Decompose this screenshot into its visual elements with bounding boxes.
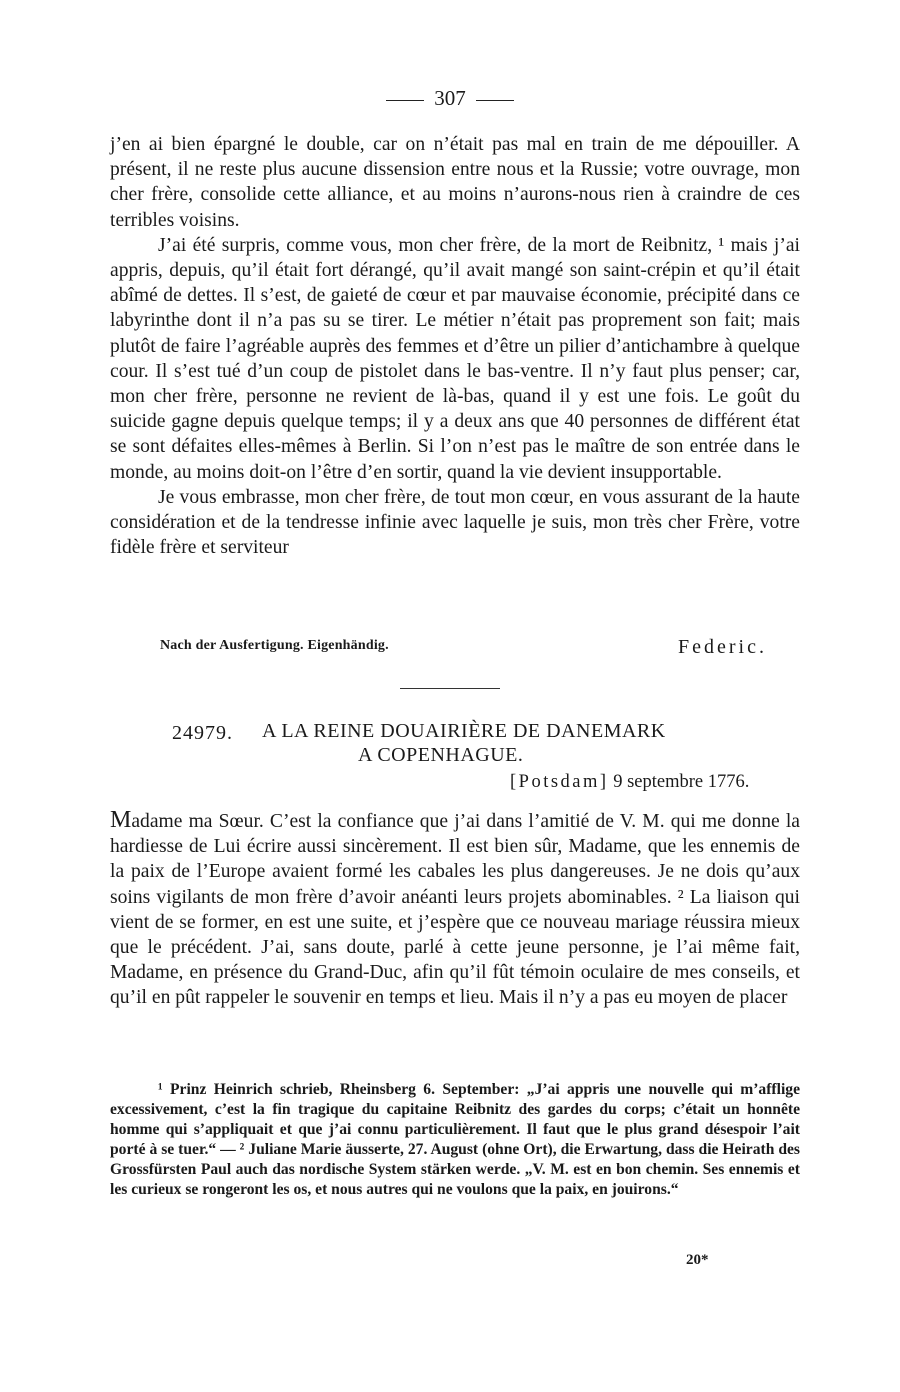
dateline [510,772,749,793]
header-dash-left [386,100,424,101]
footnote-text: ¹ Prinz Heinrich schrieb, Rheinsberg 6. September: „J’ai appris une nouvelle qui m’afflige excessivement, c’est la fin tragique du capitaine Reibnitz des gardes du corps; c’était un honnête homme qui s’appliquait et que j’ai connu particulièrement. Il faut que le plus grand désespoir l’ait porté à se tuer.“ — ² Juliane Marie äusserte, 27. August (ohne Ort), die Erwartung, dass die Heirath des Grossfürsten Paul auch das nordische System stärken werde. „V. M. est en bon chemin. Ses ennemis et les curieux se rongeront les os, et nous autres qui ne voulons que la paix, en jouirons.“ [110,1081,800,1199]
letter-continuation [110,132,800,560]
dateline-date: 9 septembre 1776. [613,772,750,792]
paragraph-1: j’en ai bien épargné le double, car on n’était pas mal en train de me dépouiller. A présent, il ne reste plus aucune dissension entre nous et la Russie; votre ouvrage, mon cher frère, consolide cette alliance, et au moins n’aurons-nous rien à craindre de ces terribles voisins. [110,134,800,231]
page-header [0,86,900,111]
paragraph-2: J’ai été surpris, comme vous, mon cher frère, de la mort de Reibnitz, ¹ mais j’ai appris, depuis, qu’il était fort dérangé, qu’il avait mangé son saint-crépin et qu’il était abîmé de dettes. Il s’est, de gaieté de cœur et par mauvaise économie, précipité dans ce labyrinthe dont il n’a pas su se tirer. Le métier n’était pas proprement son fait; mais plutôt de faire l’agréable auprès des femmes et d’être un pilier d’antichambre à quelque cour. Il s’est tué d’un coup de pistolet dans le bas-ventre. Il n’y faut plus penser; car, mon cher frère, personne ne revient de là-bas, quand il y est une fois. Le goût du suicide gagne depuis quelque temps; il y a deux ans que 40 personnes de différent état se sont défaites elles-mêmes à Berlin. Si l’on n’est pas le maître de son entrée dans le monde, au moins doit-on l’être d’en sortir, quand la vie devient insupportable. [110,234,800,483]
letter-text: adame ma Sœur. C’est la confiance que j’ai dans l’amitié de V. M. qui me donne la hardiesse de Lui écrire aussi sincèrement. Il est bien sûr, Madame, que les ennemis de la paix de l’Europe avaient formé les cabales les plus dangereuses. Je ne dois qu’aux soins vigilants de mon frère d’avoir anéanti leurs projets abominables. ² La liaison qui vient de se former, en est une suite, et j’espère que ce nouveau mariage réussira mieux que le précédent. J’ai, sans doute, parlé à cette jeune personne, je l’ai même fait, Madame, en présence du Grand-Duc, afin qu’il fût témoin oculaire de mes conseils, et qu’il en pût rappeler le souvenir en temps et lieu. Mais il n’y a pas eu moyen de placer [110,811,800,1009]
section-divider [400,688,500,689]
source-note: Nach der Ausfertigung. Eigenhändig. [160,638,389,653]
page-number: 307 [434,86,466,110]
letter-number: 24979. [172,722,233,744]
footnotes [110,1080,800,1201]
signature: Federic. [678,636,767,658]
letter-title-line1: A LA REINE DOUAIRIÈRE DE DANEMARK [262,720,666,742]
dateline-place: [Potsdam] [510,772,609,792]
salutation-initial: M [110,807,132,833]
header-dash-right [476,100,514,101]
sheet-signature-mark: 20* [686,1252,709,1268]
paragraph-3: Je vous embrasse, mon cher frère, de tout mon cœur, en vous assurant de la haute considération et de la tendresse infinie avec laquelle je suis, mon très cher Frère, votre fidèle frère et serviteur [110,486,800,559]
letter-body [110,808,800,1011]
letter-title-line2: A COPENHAGUE. [358,744,524,766]
